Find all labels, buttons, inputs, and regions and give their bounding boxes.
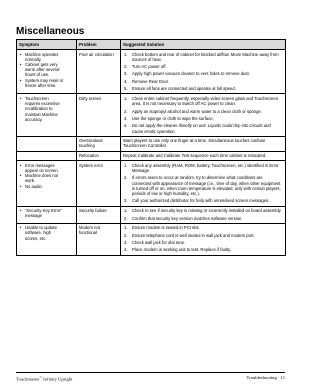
symptom-line: maintain Machine — [25, 111, 58, 117]
table-header-row — [17, 40, 286, 50]
step-text: Check wall jack for dial tone. — [132, 240, 186, 246]
problem-cell: Dirty screen — [77, 94, 121, 136]
step-text: Remove Rear Door. — [132, 78, 170, 84]
step-number: 2. — [124, 108, 128, 114]
solution-step — [123, 86, 283, 91]
step-number: 4. — [124, 78, 128, 84]
table-row — [17, 223, 286, 255]
step-text: Ensure all fans are connected and operate at full speed. — [132, 86, 236, 92]
symptom-line: appear on screen. — [25, 168, 59, 174]
symptom-line: accuracy. — [25, 116, 43, 122]
step-text: Place modem in working unit to test. Replace if faulty. — [132, 247, 232, 253]
table-row — [17, 161, 286, 206]
table-row — [17, 151, 286, 161]
symptom-line: • System may reset or — [19, 78, 74, 83]
symptom-line: • “Security Key Error” — [19, 208, 74, 213]
step-number: 3. — [124, 240, 128, 246]
solution-cell: Repeat Calibrate and Calibrate Test sequence each time cabinet is relocated. — [121, 151, 286, 161]
solution-step — [123, 208, 283, 213]
solution-step — [123, 175, 283, 196]
symptom-cell — [17, 223, 77, 255]
symptom-line: recalibration to — [25, 106, 53, 112]
symptom-cell — [17, 161, 77, 206]
step-text: Check any assembly (RAM, ROM, battery, Touchscreen, etc.) identified in Error Message. — [132, 162, 279, 174]
symptom-line: • Cabinet gets very — [19, 62, 74, 67]
solution-cell — [121, 94, 286, 136]
step-number: 3. — [124, 115, 128, 121]
problem-cell: Security failure — [77, 206, 121, 223]
symptom-line: software, high — [25, 230, 52, 236]
solution-step — [123, 163, 283, 173]
step-text: If errors seem to occur at random, try to determine what conditions are connected with appearance of message (i.e., time of day, when other equipment is turned off or on, when room temperature is elevated, only with certain players, periods of low or high humidity, etc.). — [132, 175, 281, 197]
solution-step — [123, 52, 283, 62]
step-text: Call your authorized distributor for help with unresolved screen messages. — [132, 198, 270, 204]
footer-model: Infinity Upright — [41, 376, 73, 382]
symptom-cell — [17, 50, 77, 94]
symptom-line: message — [25, 213, 42, 219]
step-number: 1. — [124, 208, 128, 214]
step-number: 2. — [124, 232, 128, 238]
page-title: Miscellaneous — [16, 26, 85, 37]
step-number: 4. — [124, 247, 128, 253]
symptom-cell — [17, 136, 77, 151]
symptom-line: • Error messages — [19, 163, 74, 168]
header-symptom: Symptom — [17, 40, 77, 50]
header-suggested-solution: Suggested Solution — [121, 40, 286, 50]
step-text: Do not apply the cleaner directly on unit. Liquids could drip into circuits and cause erratic operation. — [132, 123, 271, 134]
step-number: 1. — [124, 162, 128, 168]
solution-step — [123, 64, 283, 69]
solution-step — [123, 233, 283, 238]
solution-step — [123, 116, 283, 121]
step-number: 1. — [124, 51, 128, 57]
step-number: 3. — [124, 71, 128, 77]
symptom-line: work. — [25, 178, 36, 184]
symptom-cell — [17, 94, 77, 136]
step-number: 4. — [124, 123, 128, 129]
solution-step — [123, 123, 283, 133]
symptom-line: • Machine operates — [19, 52, 74, 57]
step-text: Check to see if security key is missing or incorrectly installed on board assembly. — [132, 208, 282, 214]
symptom-line: • No audio — [19, 184, 74, 189]
symptom-line: warm after several — [25, 67, 60, 73]
solution-cell — [121, 206, 286, 223]
symptom-line: • Touchscreen — [19, 96, 74, 101]
step-text: Apply an isopropyl alcohol and warm water to a clean cloth or sponge. — [132, 108, 262, 114]
solution-step — [123, 71, 283, 76]
step-number: 2. — [124, 64, 128, 70]
solution-step — [123, 240, 283, 245]
solution-step — [123, 96, 283, 106]
footer-divider — [16, 372, 285, 373]
table-row — [17, 136, 286, 151]
step-number: 5. — [124, 86, 128, 92]
footer-brand: Touchmaster — [16, 376, 40, 382]
problem-cell: Poor air circulation — [77, 50, 121, 94]
symptom-line: • Unable to update — [19, 225, 74, 230]
solution-cell: Warn players to use only one finger at a time. Simultaneous touches confuse Touchscreen Controller. — [121, 136, 286, 151]
solution-step — [123, 247, 283, 252]
solution-cell — [121, 50, 286, 94]
problem-cell: System error — [77, 161, 121, 206]
symptom-line: scores, etc. — [25, 235, 47, 241]
table-row — [17, 206, 286, 223]
step-number: 2. — [124, 215, 128, 221]
solution-step — [123, 109, 283, 114]
solution-step — [123, 79, 283, 84]
step-text: Use the sponge or cloth to wipe the surface. — [132, 115, 214, 121]
step-number: 2. — [124, 175, 128, 181]
problem-cell: Modem not functional — [77, 223, 121, 255]
step-text: Confirm that security key version matches software version. — [132, 215, 243, 221]
symptom-line: freeze after time. — [25, 82, 57, 88]
solution-step — [123, 225, 283, 230]
symptom-line: normally. — [25, 56, 42, 62]
step-number: 1. — [124, 225, 128, 231]
step-text: Apply high power vacuum cleaner to vent holes to remove dust. — [132, 71, 250, 77]
problem-cell: Relocation — [77, 151, 121, 161]
step-number: 3. — [124, 198, 128, 204]
symptom-line: requires excessive — [25, 101, 60, 107]
step-text: Ensure modem is seated in PCI slot. — [132, 225, 200, 231]
step-text: Check bottom and rear of cabinet for blocked airflow. Move Machine away from sources of heat. — [132, 51, 279, 62]
registered-mark: ® — [39, 375, 42, 379]
header-problem: Problem — [77, 40, 121, 50]
solution-step — [123, 198, 283, 203]
step-text: Clean entire cabinet frequently, especially video screen glass and Touchscreen area. It is not necessary to switch off AC power to clean. — [132, 95, 279, 107]
symptom-cell — [17, 206, 77, 223]
troubleshooting-table — [16, 39, 286, 256]
footer-product-name — [16, 375, 72, 382]
solution-step — [123, 216, 283, 221]
step-text: Turn AC power off. — [132, 64, 167, 70]
symptom-line: • Machine does not — [19, 173, 74, 178]
table-row — [17, 50, 286, 94]
step-number: 1. — [124, 95, 128, 101]
problem-cell: Overzealous touching — [77, 136, 121, 151]
solution-cell — [121, 223, 286, 255]
symptom-line: hours of use. — [25, 72, 50, 78]
solution-cell — [121, 161, 286, 206]
symptom-cell — [17, 151, 77, 161]
footer-page-number: Troubleshooting · 11 — [246, 375, 285, 380]
table-row — [17, 94, 286, 136]
step-text: Ensure telephone cord is well seated in wall jack and modem port. — [132, 232, 255, 238]
